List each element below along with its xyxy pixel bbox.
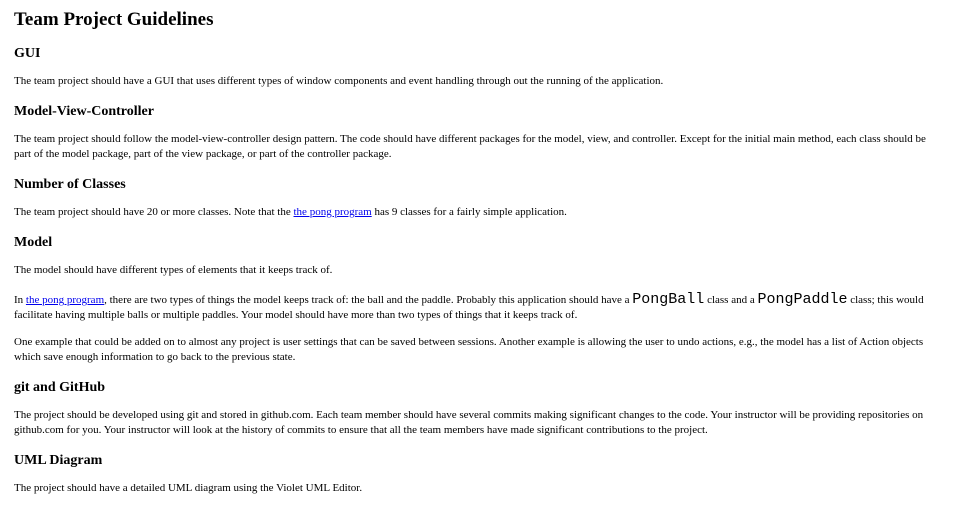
model-p2-before: In — [14, 294, 26, 306]
paragraph-model-1: The model should have different types of elements that it keeps track of. — [14, 264, 333, 276]
model-p2-mid2: class and a — [704, 294, 758, 306]
paragraph-mvc: The team project should follow the model-view-controller design pattern. The code should have different packages for the model, view, and controller. Except for the initial main method, each class should be part of the model package, part of the view package, or part of the controller package. — [14, 133, 926, 160]
heading-git: git and GitHub — [14, 380, 106, 395]
pong-program-link[interactable]: the pong program — [293, 206, 372, 218]
pongpaddle-class-name: PongPaddle — [757, 291, 848, 308]
pong-program-link-2[interactable]: the pong program — [25, 294, 105, 306]
page-title: Team Project Guidelines — [14, 9, 214, 30]
heading-uml: UML Diagram — [14, 453, 103, 468]
model-p2-after: class; this would facilitate having multiple balls or multiple paddles. Your model should have more than two types of things that it keeps track of. — [14, 294, 924, 321]
paragraph-gui: The team project should have a GUI that uses different types of window components and event handling through out the running of the application. — [14, 75, 664, 87]
heading-model: Model — [14, 235, 53, 250]
paragraph-model-3: One example that could be added on to almost any project is user settings that can be saved between sessions. Another example is allowing the user to undo actions, e.g., the model has a list of Action objects which save enough information to go back to the previous state. — [14, 336, 924, 363]
paragraph-uml: The project should have a detailed UML diagram using the Violet UML Editor. — [14, 482, 363, 494]
paragraph-model-2 — [14, 292, 944, 323]
paragraph-git: The project should be developed using git and stored in github.com. Each team member should have several commits making significant changes to the code. Your instructor will be providing repositories on github.com for you. Your instructor will look at the history of commits to ensure that all the team members have made significant contributions to the project. — [14, 409, 924, 436]
heading-gui: GUI — [14, 46, 41, 61]
heading-mvc: Model-View-Controller — [14, 104, 154, 119]
model-p2-mid1: , there are two types of things the model keeps track of: the ball and the paddle. Probably this application should have a — [104, 294, 633, 306]
heading-classes: Number of Classes — [14, 177, 126, 192]
pongball-class-name: PongBall — [632, 291, 705, 308]
paragraph-classes — [14, 205, 944, 220]
classes-text-before: The team project should have 20 or more classes. Note that the — [14, 206, 294, 218]
classes-text-after: has 9 classes for a fairly simple application. — [371, 206, 567, 218]
